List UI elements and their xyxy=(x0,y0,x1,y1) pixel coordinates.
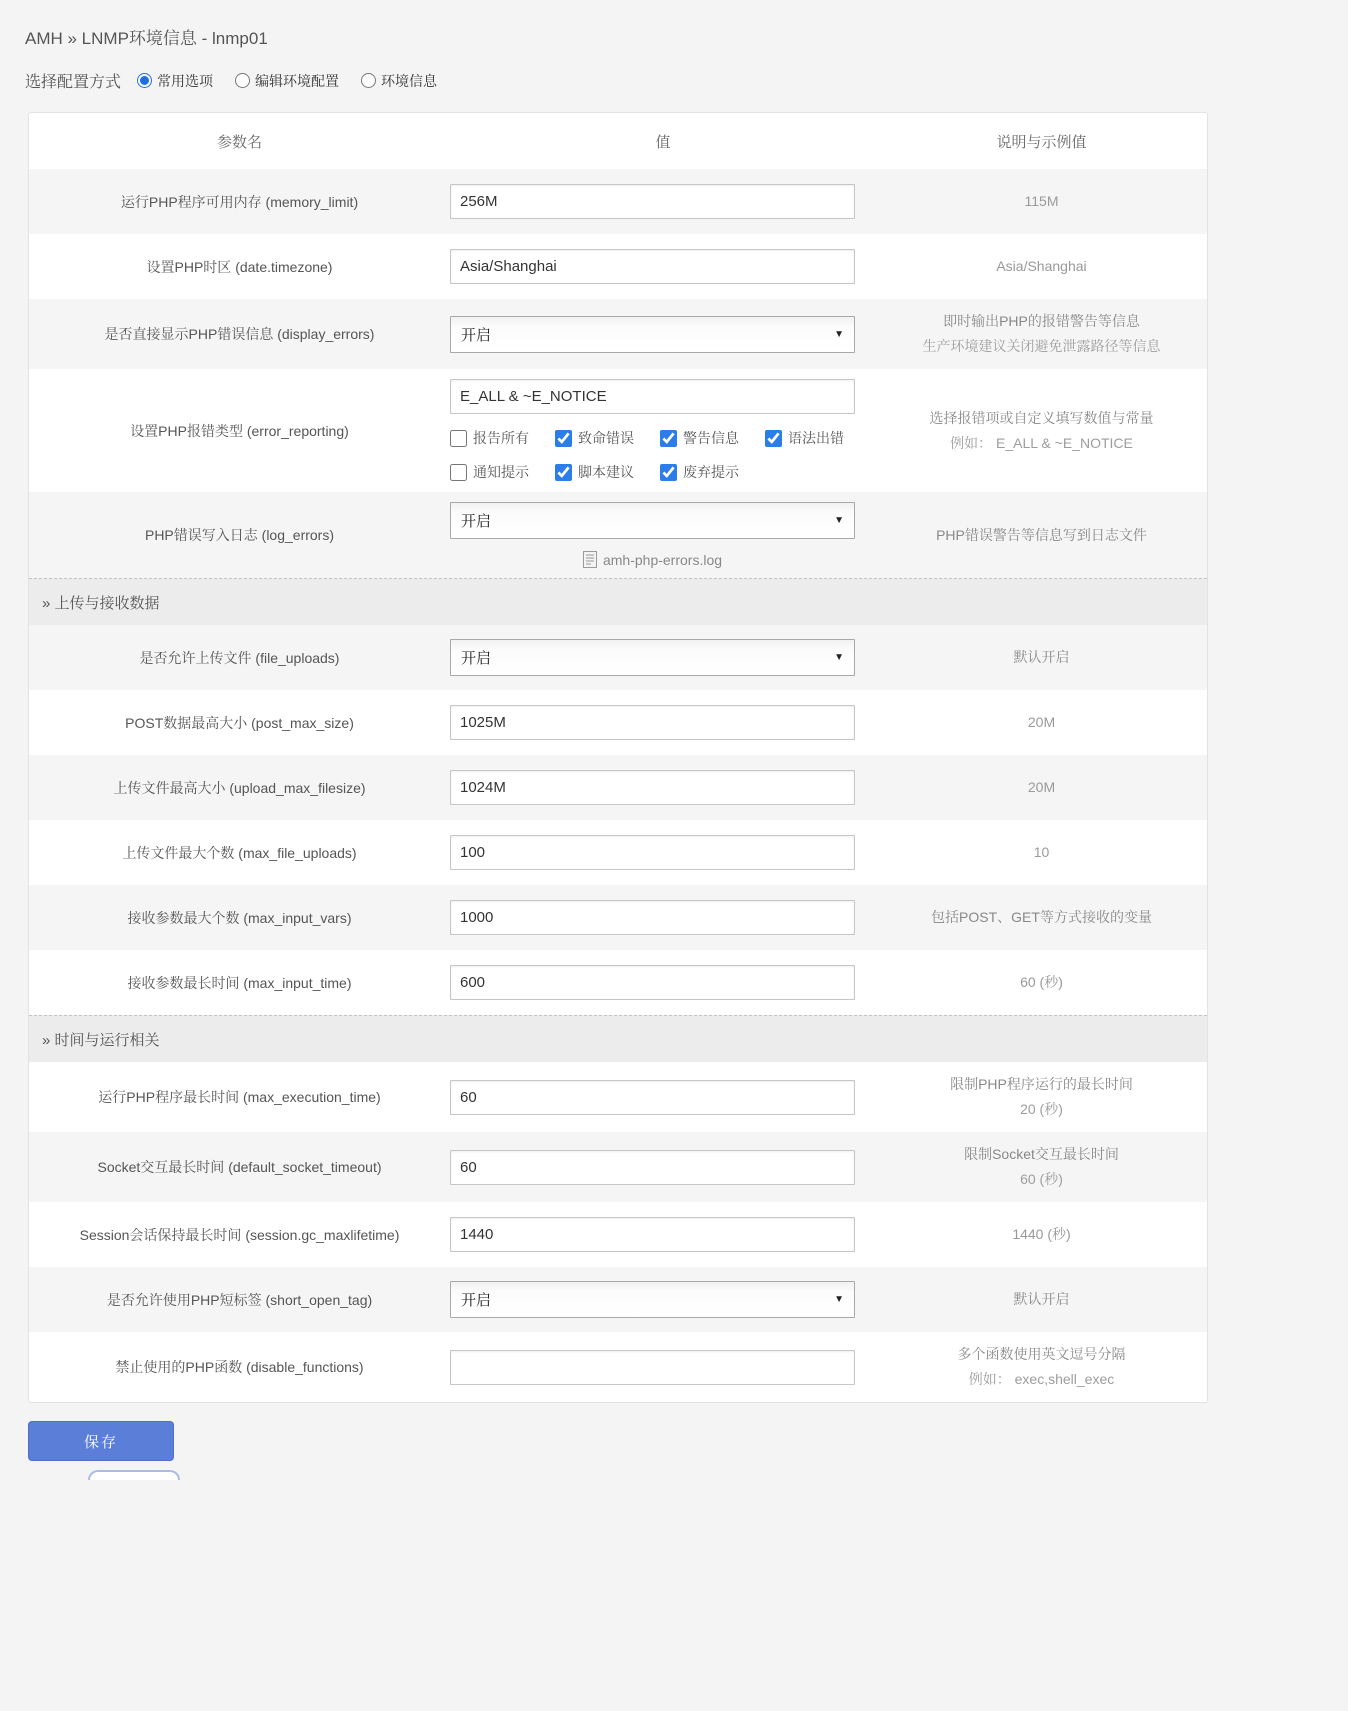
log-errors-select[interactable] xyxy=(450,502,855,539)
checkbox-fatal-errors[interactable] xyxy=(555,428,660,448)
row-date-timezone xyxy=(29,234,1207,299)
hint-line-2: 生产环境建议关闭避免泄露路径等信息 xyxy=(922,338,1161,354)
file-uploads-select[interactable] xyxy=(450,639,855,676)
hint-line-1: 选择报错项或自定义填写数值与常量 xyxy=(929,409,1154,426)
save-button[interactable]: 保存 xyxy=(28,1421,174,1461)
header-hint: 说明与示例值 xyxy=(996,133,1087,151)
param-label: 接收参数最大个数 (max_input_vars) xyxy=(127,909,352,926)
hint-line-2: 例如： exec,shell_exec xyxy=(968,1371,1115,1387)
config-mode-bar xyxy=(25,69,1348,92)
max-input-vars-input[interactable] xyxy=(450,900,855,935)
row-error-reporting xyxy=(29,369,1207,492)
param-label: 设置PHP报错类型 (error_reporting) xyxy=(130,422,349,439)
param-label: 运行PHP程序可用内存 (memory_limit) xyxy=(120,193,359,210)
section-title: » 上传与接收数据 xyxy=(42,594,160,612)
select-value: 开启 xyxy=(461,1292,492,1309)
checkbox-deprecated[interactable] xyxy=(660,462,765,482)
short-open-tag-select[interactable] xyxy=(450,1281,855,1318)
checkbox-warnings-input[interactable] xyxy=(660,430,677,447)
max-file-uploads-input[interactable] xyxy=(450,835,855,870)
checkbox-report-all[interactable] xyxy=(450,428,555,448)
param-label: Socket交互最长时间 (default_socket_timeout) xyxy=(97,1159,382,1175)
hint-line-1: 限制PHP程序运行的最长时间 xyxy=(950,1076,1133,1092)
error-reporting-input[interactable] xyxy=(450,379,855,414)
log-file-icon xyxy=(583,551,597,568)
radio-env-info-input[interactable] xyxy=(361,73,376,88)
row-display-errors xyxy=(29,299,1207,369)
hint-text xyxy=(876,1342,1207,1392)
post-max-size-input[interactable] xyxy=(450,705,855,740)
hint-line-2: 例如： E_ALL & ~E_NOTICE xyxy=(950,434,1133,451)
checkbox-syntax-errors[interactable] xyxy=(765,428,870,448)
param-label: 上传文件最高大小 (upload_max_filesize) xyxy=(113,779,366,796)
hint-line-2: 60 (秒) xyxy=(1020,1171,1063,1187)
dropdown-arrow-icon: ▼ xyxy=(834,652,844,663)
hint-text xyxy=(876,309,1207,359)
param-label: 上传文件最大个数 (max_file_uploads) xyxy=(122,844,357,861)
checkbox-notices[interactable] xyxy=(450,462,555,482)
hint-line-2: 20 (秒) xyxy=(1020,1101,1063,1117)
hint-line-1: 即时输出PHP的报错警告等信息 xyxy=(943,313,1140,329)
row-post-max-size xyxy=(29,690,1207,755)
dropdown-arrow-icon: ▼ xyxy=(834,328,844,340)
checkbox-row-1 xyxy=(450,428,876,448)
config-table xyxy=(28,112,1208,1403)
radio-label: 环境信息 xyxy=(381,72,438,89)
page-title: AMH » LNMP环境信息 - lnmp01 xyxy=(25,29,268,48)
checkbox-label: 警告信息 xyxy=(683,430,739,446)
param-label: PHP错误写入日志 (log_errors) xyxy=(144,527,335,543)
section-header-upload xyxy=(29,578,1207,625)
memory-limit-input[interactable] xyxy=(450,184,855,219)
hint-text: 包括POST、GET等方式接收的变量 xyxy=(931,909,1152,925)
select-value: 开启 xyxy=(461,513,492,530)
config-mode-label: 选择配置方式 xyxy=(25,74,122,91)
checkbox-strict-input[interactable] xyxy=(555,464,572,481)
radio-edit-env-config-input[interactable] xyxy=(235,73,250,88)
param-label: Session会话保持最长时间 (session.gc_maxlifetime) xyxy=(79,1226,400,1243)
session-gc-maxlifetime-input[interactable] xyxy=(450,1217,855,1252)
row-log-errors xyxy=(29,492,1207,578)
radio-env-info[interactable] xyxy=(361,71,437,91)
hint-text xyxy=(876,1072,1207,1122)
log-file-name: amh-php-errors.log xyxy=(602,551,723,568)
radio-label: 编辑环境配置 xyxy=(255,72,340,89)
radio-common-options[interactable] xyxy=(137,71,213,91)
disable-functions-input[interactable] xyxy=(450,1350,855,1385)
param-label: 运行PHP程序最长时间 (max_execution_time) xyxy=(98,1089,381,1105)
checkbox-strict[interactable] xyxy=(555,462,660,482)
checkbox-notices-input[interactable] xyxy=(450,464,467,481)
section-header-time xyxy=(29,1015,1207,1062)
hint-text: Asia/Shanghai xyxy=(996,258,1087,274)
hint-text: 默认开启 xyxy=(1013,649,1070,665)
hint-line-1: 限制Socket交互最长时间 xyxy=(964,1146,1119,1162)
checkbox-deprecated-input[interactable] xyxy=(660,464,677,481)
table-header-row xyxy=(29,113,1207,169)
clipped-bottom-artifact xyxy=(88,1470,180,1480)
hint-text: 1440 (秒) xyxy=(1012,1226,1071,1242)
param-label: 是否允许使用PHP短标签 (short_open_tag) xyxy=(106,1291,373,1308)
max-execution-time-input[interactable] xyxy=(450,1080,855,1115)
dropdown-arrow-icon: ▼ xyxy=(834,515,844,526)
row-disable-functions xyxy=(29,1332,1207,1402)
checkbox-label: 脚本建议 xyxy=(578,464,634,480)
hint-text: 20M xyxy=(1027,714,1056,730)
header-value: 值 xyxy=(655,133,671,151)
hint-text xyxy=(876,1142,1207,1192)
param-label: 禁止使用的PHP函数 (disable_functions) xyxy=(115,1359,364,1375)
default-socket-timeout-input[interactable] xyxy=(450,1150,855,1185)
timezone-input[interactable] xyxy=(450,249,855,284)
max-input-time-input[interactable] xyxy=(450,965,855,1000)
checkbox-row-2 xyxy=(450,462,876,482)
param-label: 设置PHP时区 (date.timezone) xyxy=(146,258,333,275)
row-max-input-time xyxy=(29,950,1207,1015)
param-label: 接收参数最长时间 (max_input_time) xyxy=(127,974,352,991)
header-param-name: 参数名 xyxy=(216,133,262,151)
param-label: 是否直接显示PHP错误信息 (display_errors) xyxy=(104,326,375,342)
select-value: 开启 xyxy=(461,326,492,344)
row-default-socket-timeout xyxy=(29,1132,1207,1202)
row-max-execution-time xyxy=(29,1062,1207,1132)
log-file-link[interactable] xyxy=(450,551,855,568)
checkbox-label: 报告所有 xyxy=(473,430,529,446)
checkbox-label: 通知提示 xyxy=(473,464,529,480)
select-value: 开启 xyxy=(461,650,492,667)
row-session-gc-maxlifetime xyxy=(29,1202,1207,1267)
checkbox-report-all-input[interactable] xyxy=(450,430,467,447)
row-max-input-vars xyxy=(29,885,1207,950)
param-label: 是否允许上传文件 (file_uploads) xyxy=(139,649,340,666)
checkbox-label: 致命错误 xyxy=(578,430,634,446)
checkbox-warnings[interactable] xyxy=(660,428,765,448)
hint-text: 20M xyxy=(1027,779,1056,795)
checkbox-label: 语法出错 xyxy=(788,430,844,446)
checkbox-fatal-errors-input[interactable] xyxy=(555,430,572,447)
checkbox-label: 废弃提示 xyxy=(683,464,739,480)
hint-text: PHP错误警告等信息写到日志文件 xyxy=(936,526,1147,543)
upload-max-filesize-input[interactable] xyxy=(450,770,855,805)
hint-text: 默认开启 xyxy=(1013,1291,1070,1307)
hint-text xyxy=(876,406,1207,456)
hint-text: 60 (秒) xyxy=(1020,974,1063,990)
dropdown-arrow-icon: ▼ xyxy=(834,1294,844,1305)
radio-common-options-input[interactable] xyxy=(137,73,152,88)
hint-text: 115M xyxy=(1024,193,1059,209)
row-upload-max-filesize xyxy=(29,755,1207,820)
radio-edit-env-config[interactable] xyxy=(235,71,339,91)
hint-text: 10 xyxy=(1033,844,1050,860)
row-memory-limit xyxy=(29,169,1207,234)
radio-label: 常用选项 xyxy=(157,72,214,89)
display-errors-select[interactable] xyxy=(450,316,855,353)
param-label: POST数据最高大小 (post_max_size) xyxy=(125,714,354,731)
hint-line-1: 多个函数使用英文逗号分隔 xyxy=(957,1346,1126,1362)
row-short-open-tag xyxy=(29,1267,1207,1332)
checkbox-syntax-errors-input[interactable] xyxy=(765,430,782,447)
row-max-file-uploads xyxy=(29,820,1207,885)
row-file-uploads xyxy=(29,625,1207,690)
section-title: » 时间与运行相关 xyxy=(42,1031,160,1049)
